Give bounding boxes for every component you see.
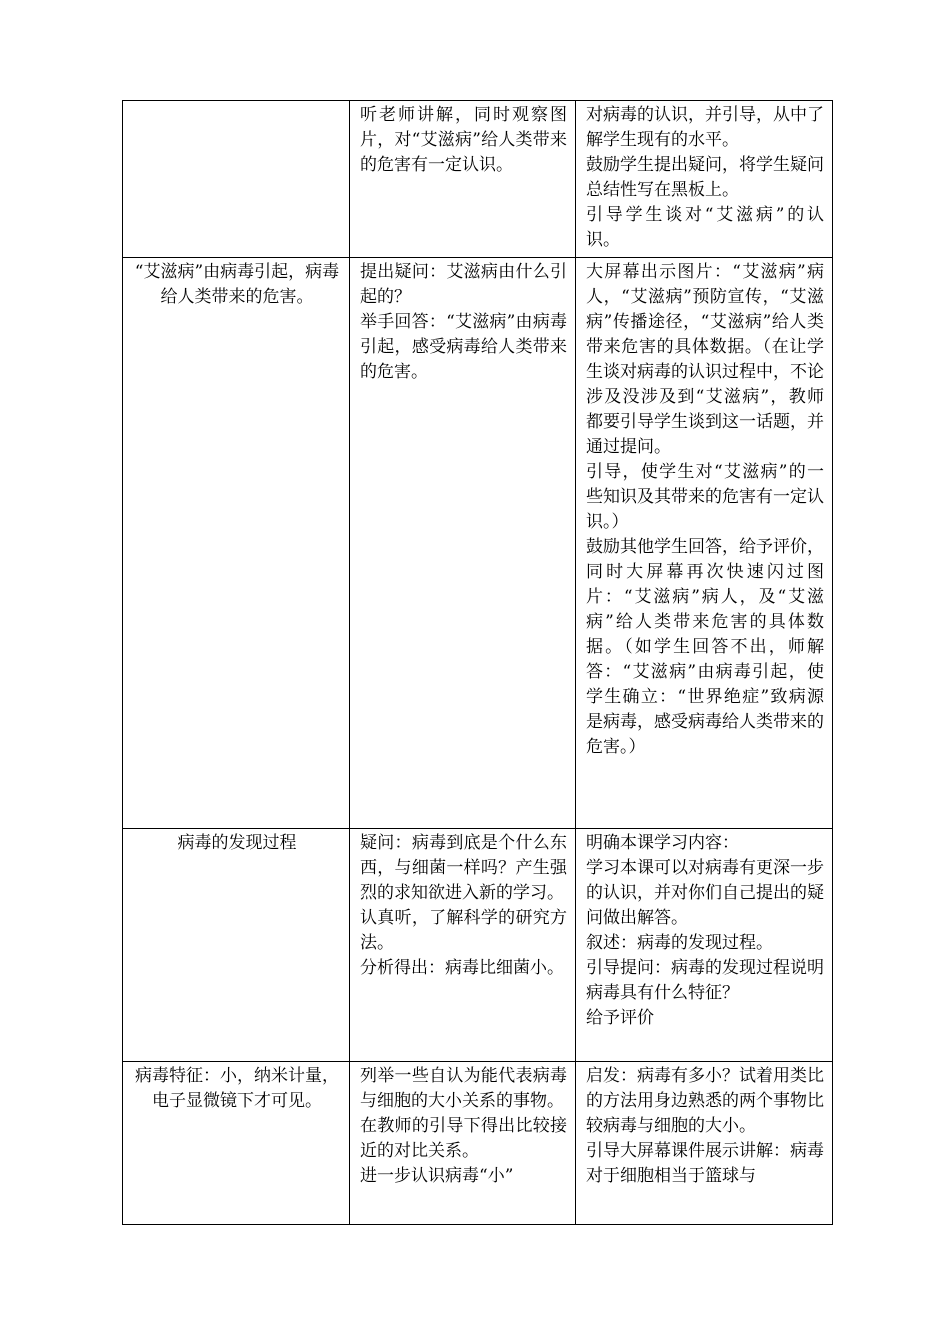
cell-paragraph: 疑问：病毒到底是个什么东西，与细菌一样吗？产生强烈的求知欲进入新的学习。 [360,833,567,903]
cell-student-activity [350,101,576,258]
cell-paragraph: 进一步认识病毒“小” [360,1166,514,1186]
cell-paragraph: 列举一些自认为能代表病毒与细胞的大小关系的事物。 [360,1066,567,1111]
cell-teacher-activity [576,258,833,829]
cell-content [123,258,350,829]
cell-paragraph: 给予评价 [586,1008,654,1028]
lesson-plan-table [122,100,833,1225]
table-row [123,101,833,258]
cell-paragraph: 鼓励其他学生回答，给予评价，同时大屏幕再次快速闪过图片：“艾滋病”病人，及“艾滋病”给人类带来危害的具体数据。（如学生回答不出，师解答：“艾滋病”由病毒引起，使学生确立：“世界绝症”致病源是病毒，感受病毒给人类带来的危害。） [586,537,824,757]
cell-paragraph: 引导，使学生对“艾滋病”的一些知识及其带来的危害有一定认识。） [586,462,824,532]
table-row [123,1062,833,1225]
cell-teacher-activity [576,101,833,258]
cell-paragraph: 认真听，了解科学的研究方法。 [360,908,567,953]
cell-content [123,1062,350,1225]
cell-paragraph: 病毒特征：小，纳米计量，电子显微镜下才可见。 [135,1066,339,1111]
cell-content [123,829,350,1062]
cell-teacher-activity [576,1062,833,1225]
cell-paragraph: 听老师讲解，同时观察图片，对“艾滋病”给人类带来的危害有一定认识。 [360,105,567,175]
cell-paragraph: 大屏幕出示图片：“艾滋病”病人，“艾滋病”预防宣传，“艾滋病”传播途径，“艾滋病”给人类带来危害的具体数据。（在让学生谈对病毒的认识过程中，不论涉及没涉及到“艾滋病”，教师都要引导学生谈到这一话题，并通过提问。 [586,262,824,457]
cell-paragraph: 引导学生谈对“艾滋病”的认识。 [586,205,824,250]
cell-paragraph: 引导提问：病毒的发现过程说明病毒具有什么特征？ [586,958,824,1003]
table-row [123,829,833,1062]
cell-student-activity [350,829,576,1062]
cell-paragraph: 病毒的发现过程 [177,833,297,853]
cell-paragraph: 启发：病毒有多小？试着用类比的方法用身边熟悉的两个事物比较病毒与细胞的大小。 [586,1066,824,1136]
cell-paragraph: 叙述：病毒的发现过程。 [586,933,773,953]
cell-student-activity [350,258,576,829]
cell-paragraph: 学习本课可以对病毒有更深一步的认识，并对你们自己提出的疑问做出解答。 [586,858,824,928]
cell-content [123,101,350,258]
cell-paragraph: 明确本课学习内容： [586,833,739,853]
cell-paragraph: “艾滋病”由病毒引起，病毒给人类带来的危害。 [134,262,340,307]
cell-paragraph: 提出疑问：艾滋病由什么引起的？ [360,262,567,307]
cell-teacher-activity [576,829,833,1062]
cell-paragraph: 对病毒的认识，并引导，从中了解学生现有的水平。 [586,105,824,150]
cell-paragraph: 在教师的引导下得出比较接近的对比关系。 [360,1116,567,1161]
cell-paragraph: 分析得出：病毒比细菌小。 [360,958,564,978]
cell-paragraph: 举手回答：“艾滋病”由病毒引起，感受病毒给人类带来的危害。 [360,312,567,382]
cell-paragraph: 鼓励学生提出疑问，将学生疑问总结性写在黑板上。 [586,155,824,200]
cell-student-activity [350,1062,576,1225]
table-row [123,258,833,829]
cell-paragraph: 引导大屏幕课件展示讲解：病毒对于细胞相当于篮球与 [586,1141,824,1186]
